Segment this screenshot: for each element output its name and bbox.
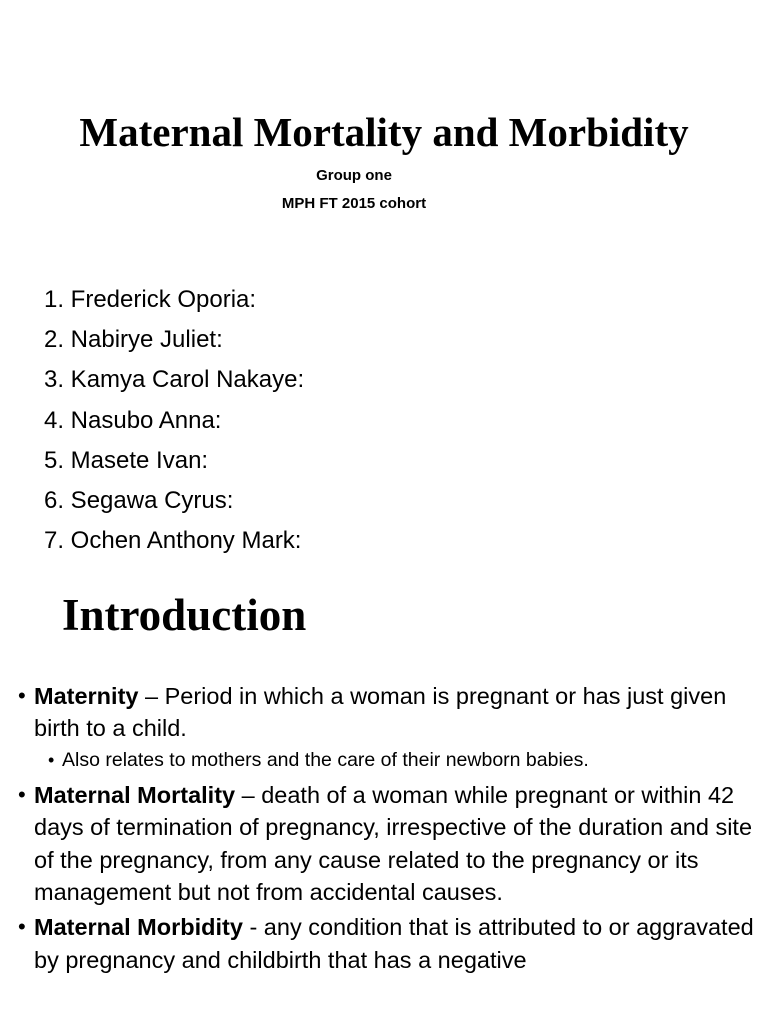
member-list (44, 280, 304, 561)
member-item: 5. Masete Ivan: (44, 446, 209, 474)
definition-term: Maternal Mortality (34, 781, 236, 808)
member-item: 4. Nasubo Anna: (44, 406, 222, 434)
bullet-glyph: • (18, 914, 26, 940)
bullet-glyph: • (18, 683, 26, 708)
sub-definition-text: Also relates to mothers and the care of their newborn babies. (62, 748, 589, 771)
definition-text: – death of a woman while pregnant or within 42 days of termination of pregnancy, irrespective of the duration and site of the pregnancy, from any cause related to the pregnancy or its management but not from accidental causes. (34, 781, 753, 906)
definition-text: - any condition that is attributed to or aggravated by pregnancy and childbirth that has a negative (34, 914, 754, 973)
member-item: 2. Nabirye Juliet: (44, 326, 223, 354)
definition-list (18, 680, 758, 976)
cohort-label: MPH FT 2015 cohort (281, 195, 427, 212)
definition-term: Maternal Morbidity (34, 914, 243, 941)
definition-item-maternity (18, 680, 758, 745)
definition-term: Maternity (34, 683, 139, 709)
bullet-glyph: • (18, 781, 26, 807)
sub-definition-item (18, 745, 758, 775)
group-label: Group one (316, 167, 392, 184)
member-item: 1. Frederick Oporia: (44, 286, 257, 313)
sub-bullet-glyph: • (48, 749, 55, 770)
document-title: Maternal Mortality and Morbidity (79, 109, 689, 155)
member-item: 6. Segawa Cyrus: (44, 487, 234, 515)
member-item: 7. Ochen Anthony Mark: (44, 527, 302, 555)
definition-text: – Period in which a woman is pregnant or has just given birth to a child. (34, 683, 727, 742)
definition-item-maternal-mortality (18, 779, 758, 909)
introduction-heading: Introduction (62, 590, 307, 640)
member-item: 3. Kamya Carol Nakaye: (44, 366, 305, 394)
definition-item-maternal-morbidity (18, 911, 758, 976)
